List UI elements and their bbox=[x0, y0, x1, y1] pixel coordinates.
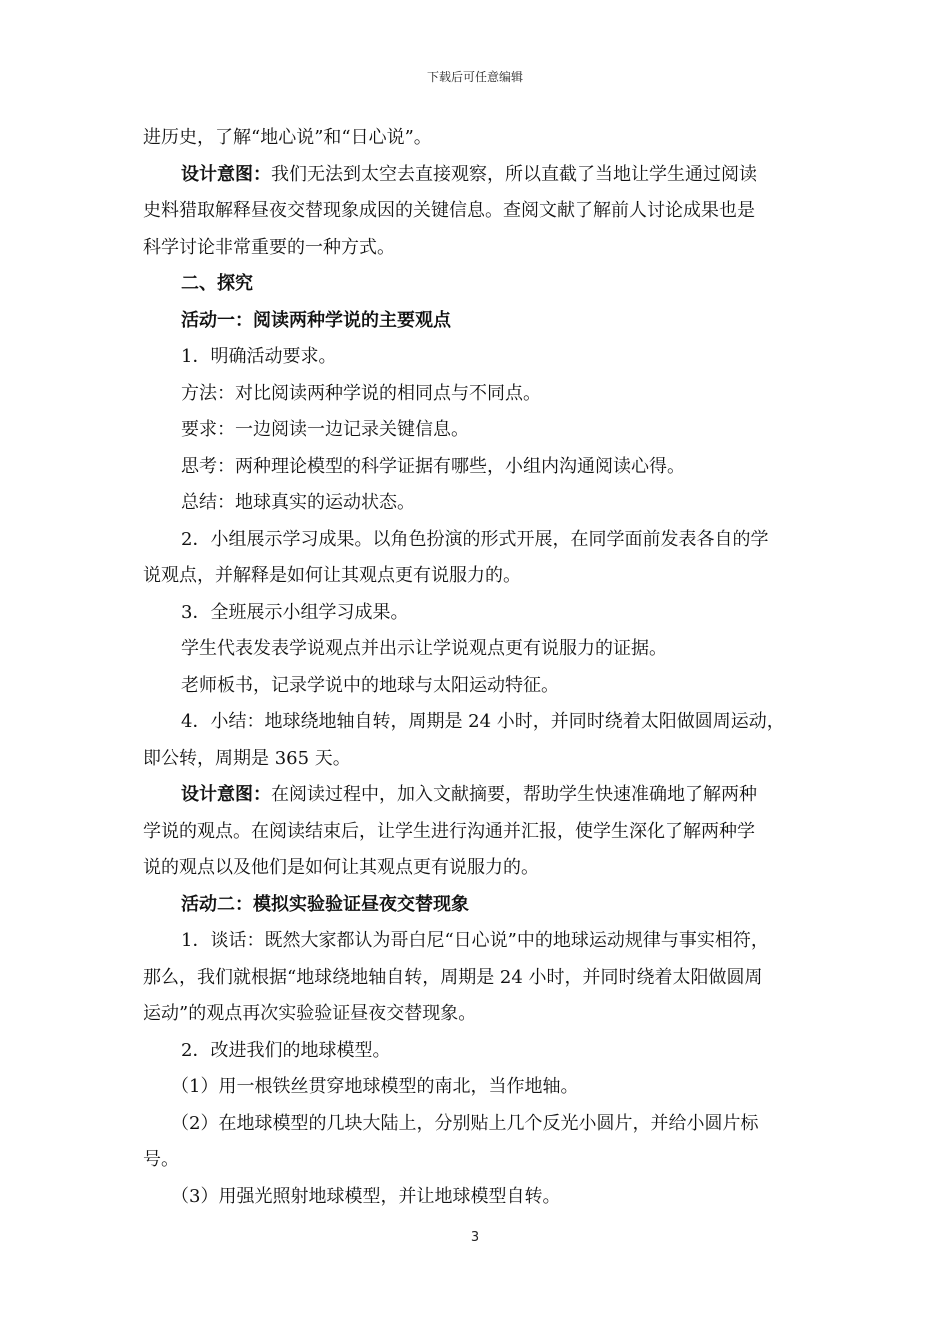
text-segment: 要求：一边阅读一边记录关键信息。 bbox=[181, 419, 469, 440]
text-segment: 方法：对比阅读两种学说的相同点与不同点。 bbox=[181, 382, 541, 404]
text-segment: 学生代表发表学说观点并出示让学说观点更有说服力的证据。 bbox=[181, 638, 667, 659]
text-line bbox=[143, 777, 813, 814]
text-segment: 在阅读过程中，加入文献摘要，帮助学生快速准确地了解两种 bbox=[271, 784, 757, 805]
text-segment: 说观点，并解释是如何让其观点更有说服力的。 bbox=[143, 565, 521, 586]
bold-label: 活动一：阅读两种学说的主要观点 bbox=[181, 309, 451, 331]
text-line bbox=[143, 668, 813, 705]
text-segment: 2．改进我们的地球模型。 bbox=[181, 1039, 391, 1061]
text-line bbox=[143, 1069, 813, 1106]
bold-label: 二、探究 bbox=[181, 273, 253, 294]
text-segment: 即公转，周期是 365 天。 bbox=[143, 747, 351, 769]
text-segment: 史料猎取解释昼夜交替现象成因的关键信息。查阅文献了解前人讨论成果也是 bbox=[143, 200, 755, 221]
text-segment: 3．全班展示小组学习成果。 bbox=[181, 601, 409, 623]
text-line bbox=[143, 996, 813, 1033]
text-line bbox=[143, 1033, 813, 1070]
text-line bbox=[143, 157, 813, 194]
text-segment: （3）用强光照射地球模型，并让地球模型自转。 bbox=[171, 1185, 561, 1207]
text-segment: 学说的观点。在阅读结束后，让学生进行沟通并汇报，使学生深化了解两种学 bbox=[143, 820, 755, 842]
bold-label: 活动二：模拟实验验证昼夜交替现象 bbox=[181, 893, 469, 915]
text-line bbox=[143, 814, 813, 851]
text-line bbox=[143, 631, 813, 668]
text-segment: 1．明确活动要求。 bbox=[181, 346, 337, 367]
text-segment: 2．小组展示学习成果。以角色扮演的形式开展，在同学面前发表各自的学 bbox=[181, 528, 769, 550]
text-segment: 号。 bbox=[143, 1149, 179, 1170]
text-line bbox=[143, 1179, 813, 1216]
text-line bbox=[143, 960, 813, 997]
text-line bbox=[143, 376, 813, 413]
text-line bbox=[143, 230, 813, 267]
text-line bbox=[143, 887, 813, 924]
text-segment: 总结：地球真实的运动状态。 bbox=[181, 492, 415, 513]
text-line bbox=[143, 1142, 813, 1179]
text-line bbox=[143, 923, 813, 960]
text-segment: 那么，我们就根据“地球绕地轴自转，周期是 24 小时，并同时绕着太阳做圆周 bbox=[143, 966, 763, 988]
text-line bbox=[143, 1106, 813, 1143]
text-segment: 我们无法到太空去直接观察，所以直截了当地让学生通过阅读 bbox=[271, 163, 757, 185]
text-segment: （1）用一根铁丝贯穿地球模型的南北，当作地轴。 bbox=[171, 1076, 579, 1097]
text-segment: 老师板书，记录学说中的地球与太阳运动特征。 bbox=[181, 674, 559, 696]
text-segment: 说的观点以及他们是如何让其观点更有说服力的。 bbox=[143, 857, 539, 878]
text-line bbox=[143, 193, 813, 230]
text-line bbox=[143, 266, 813, 303]
text-segment: 进历史，了解“地心说”和“日心说”。 bbox=[143, 127, 432, 148]
bold-label: 设计意图： bbox=[181, 163, 271, 185]
text-line bbox=[143, 595, 813, 632]
document-body bbox=[143, 120, 813, 1215]
text-segment: 运动”的观点再次实验验证昼夜交替现象。 bbox=[143, 1003, 477, 1024]
text-line bbox=[143, 303, 813, 340]
text-line bbox=[143, 339, 813, 376]
text-line bbox=[143, 449, 813, 486]
text-segment: 思考：两种理论模型的科学证据有哪些，小组内沟通阅读心得。 bbox=[181, 455, 685, 477]
text-line bbox=[143, 558, 813, 595]
text-line bbox=[143, 704, 813, 741]
text-line bbox=[143, 741, 813, 778]
text-line bbox=[143, 485, 813, 522]
text-segment: 科学讨论非常重要的一种方式。 bbox=[143, 236, 395, 258]
text-line bbox=[143, 412, 813, 449]
page-number: 3 bbox=[470, 1230, 480, 1245]
text-segment: （2）在地球模型的几块大陆上，分别贴上几个反光小圆片，并给小圆片标 bbox=[171, 1112, 759, 1134]
page-header: 下载后可任意编辑 bbox=[426, 70, 523, 84]
text-line bbox=[143, 120, 813, 157]
text-line bbox=[143, 522, 813, 559]
bold-label: 设计意图： bbox=[181, 784, 271, 805]
text-line bbox=[143, 850, 813, 887]
text-segment: 1．谈话：既然大家都认为哥白尼“日心说”中的地球运动规律与事实相符， bbox=[181, 930, 769, 951]
text-segment: 4．小结：地球绕地轴自转，周期是 24 小时，并同时绕着太阳做圆周运动， bbox=[181, 711, 785, 732]
